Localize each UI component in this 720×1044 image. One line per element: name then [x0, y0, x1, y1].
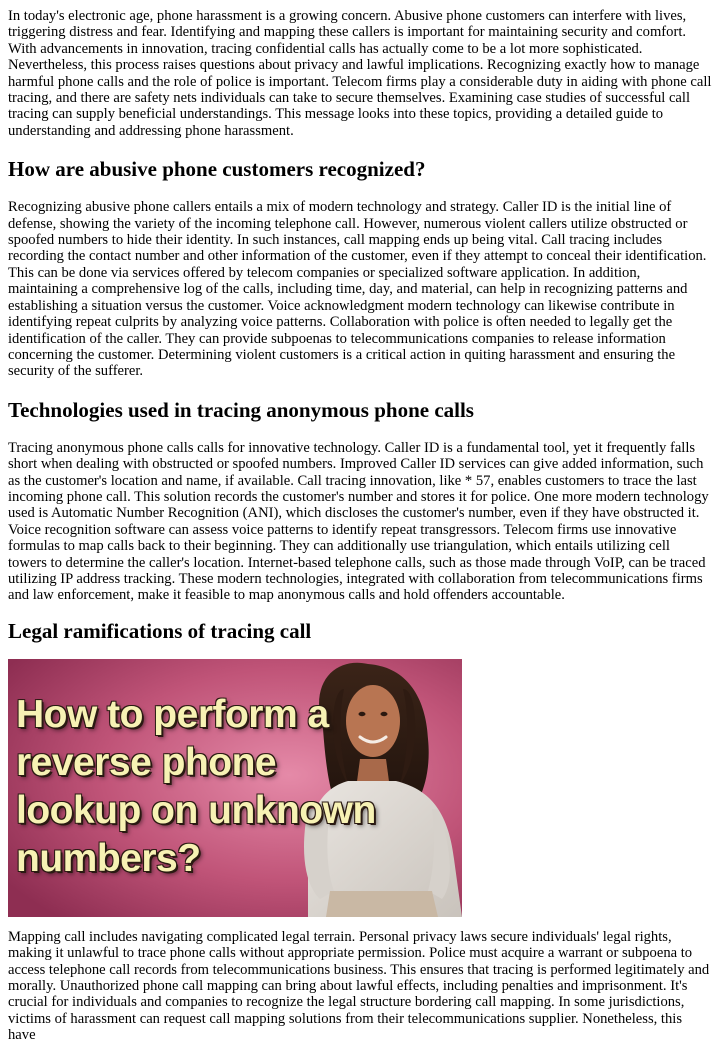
section-body-recognition: Recognizing abusive phone callers entails a mix of modern technology and strategy. Caller ID is the initial line of defense, showing the variety of the incoming telephone call. However, numerous violent callers utilize obstructed or spoofed numbers to hide their identity. In such instances, call mapping ends up being vital. Call tracing includes recording the contact number and other information of the customer, even if they attempt to conceal their identification. This can be done via services offered by telecom companies or specialized software application. In addition, maintaining a comprehensive log of the calls, including time, day, and material, can help in recognizing patterns and establishing a situation versus the customer. Voice acknowledgment modern technology can likewise contribute in identifying repeat culprits by analyzing voice patterns. Collaboration with police is often needed to legally get the identification of the caller. They can provide subpoenas to telecommunications companies to release information concerning the customer. Determining violent customers is a critical action in quiting harassment and ensuring the security of the sufferer. [8, 199, 707, 380]
hero-caption-line: How to perform a [16, 692, 329, 736]
section-body-technologies: Tracing anonymous phone calls calls for innovative technology. Caller ID is a fundamental tool, yet it frequently falls short when dealing with obstructed or spoofed numbers. Improved Caller ID services can give added information, such as the customer's location and name, if available. Call tracing innovation, like * 57, enables customers to trace the last incoming phone call. This solution records the customer's number and stores it for police. One more modern technology used is Automatic Number Recognition (ANI), which discloses the customer's number, even if they have obstructed it. Voice recognition software can assess voice patterns to identify repeat transgressors. Telecom firms use innovative formulas to map calls back to their beginning. They can additionally use triangulation, which entails utilizing cell towers to determine the caller's location. Internet-based telephone calls, such as those made through VoIP, can be traced utilizing IP address tracking. These modern technologies, integrated with collaboration from telecommunications firms and law enforcement, make it feasible to map anonymous calls and hold offenders accountable. [8, 439, 709, 604]
hero-image [8, 659, 462, 917]
hero-caption-line: lookup on unknown [16, 788, 376, 832]
intro-paragraph: In today's electronic age, phone harassment is a growing concern. Abusive phone customers can interfere with lives, triggering distress and fear. Identifying and mapping these callers is important for maintaining security and comfort. With advancements in innovation, tracing confidential calls has actually come to be a lot more sophisticated. Nevertheless, this process raises questions about privacy and lawful implications. Recognizing exactly how to manage harmful phone calls and the role of police is important. Telecom firms play a considerable duty in aiding with phone call tracing, and there are safety nets individuals can take to secure themselves. Examining case studies of successful call tracing can supply beneficial understandings. This message looks into these topics, providing a detailed guide to understanding and addressing phone harassment. [8, 8, 712, 139]
section-heading-legal: Legal ramifications of tracing call [8, 618, 312, 643]
section-body-legal: Mapping call includes navigating complicated legal terrain. Personal privacy laws secure individuals' legal rights, making it unlawful to trace phone calls without appropriate permission. Police must acquire a warrant or subpoena to access telephone call records from telecommunications business. This ensures that tracing is performed legitimately and morally. Unauthorized phone call mapping can bring about lawful effects, including penalties and imprisonment. It's crucial for individuals and companies to recognize the legal structure bordering call mapping. In some jurisdictions, victims of harassment can request call mapping solutions from their telecommunications supplier. Nonetheless, this have [8, 928, 710, 1044]
hero-caption-line: numbers? [16, 836, 201, 880]
section-heading-recognition: How are abusive phone customers recognized? [8, 157, 426, 182]
hero-caption-line: reverse phone [16, 740, 277, 784]
section-heading-technologies: Technologies used in tracing anonymous phone calls [8, 397, 474, 422]
hero-caption [16, 691, 376, 883]
article [0, 8, 720, 1044]
